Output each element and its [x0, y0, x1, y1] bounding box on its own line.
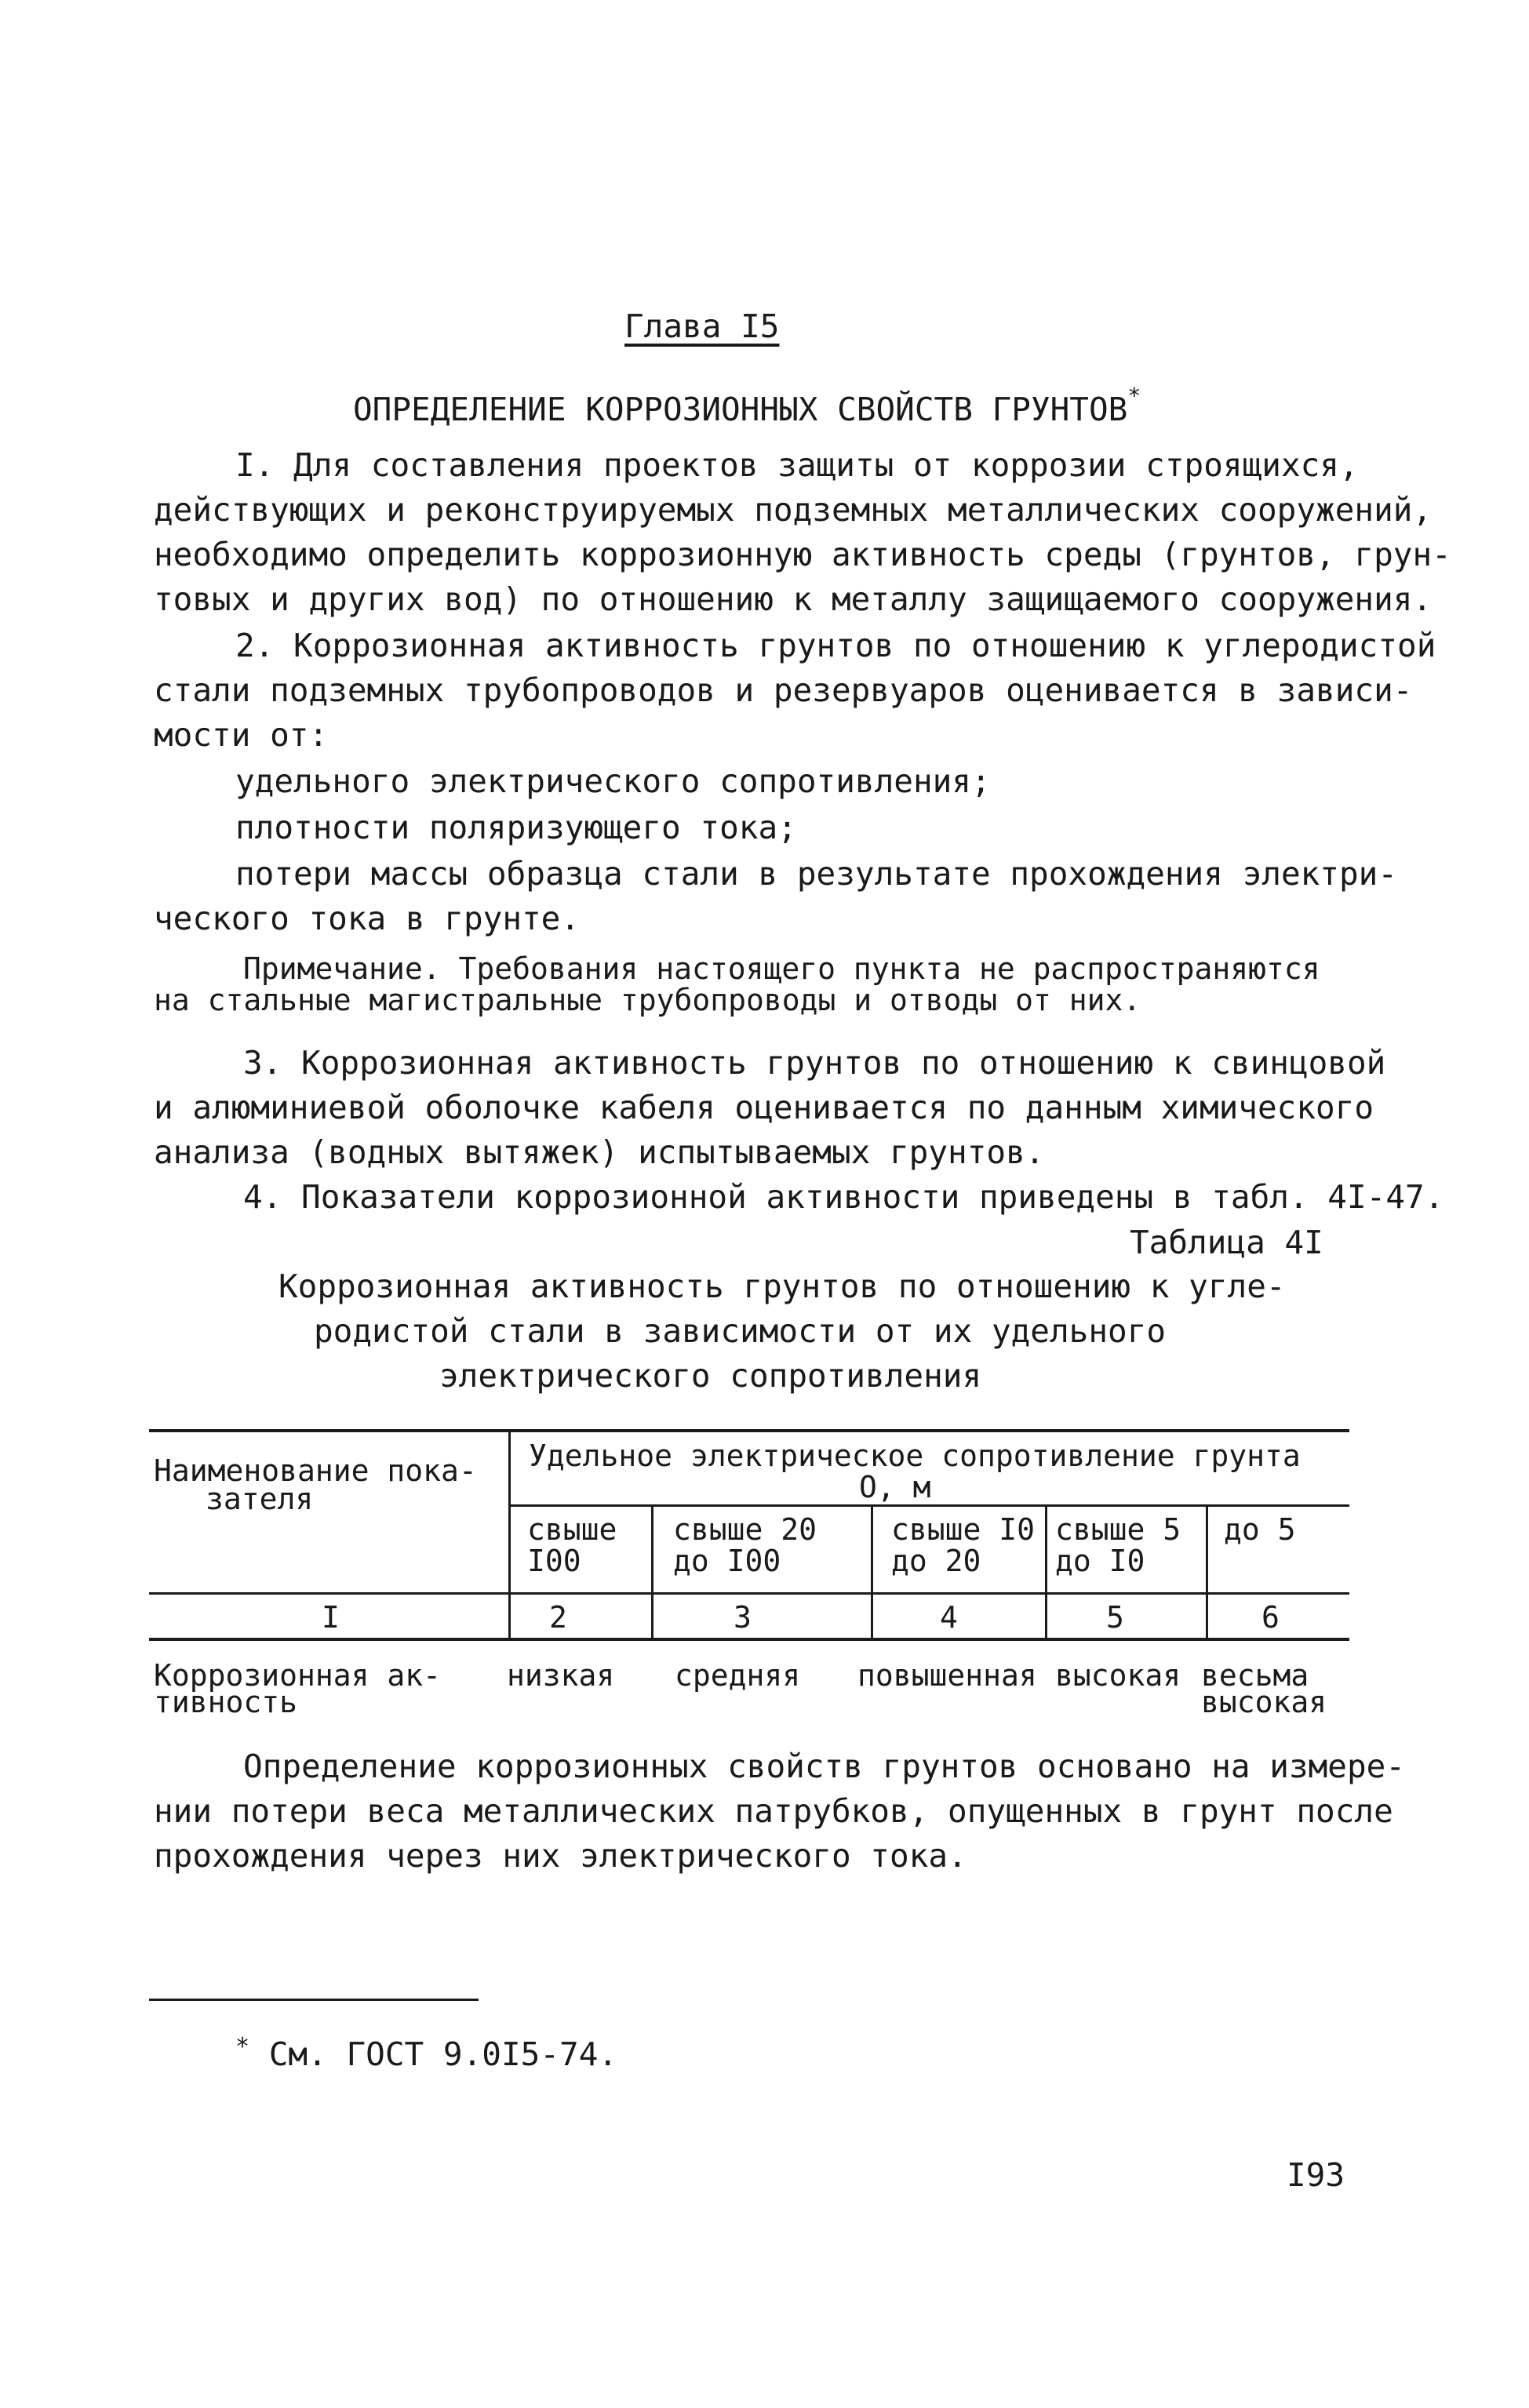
- para2-line: 2. Коррозионная активность грунтов по отношению к углеродистой: [235, 627, 1436, 664]
- table-column-number: I: [322, 1600, 340, 1635]
- table-top-rule: [149, 1429, 1349, 1432]
- table-cell: низкая: [507, 1658, 615, 1693]
- table-subheader: свыше 20: [673, 1512, 817, 1547]
- table-header-unit: О, м: [859, 1470, 931, 1504]
- table-caption-line: родистой стали в зависимости от их удельного: [314, 1312, 1167, 1350]
- para2-line: мости от:: [154, 716, 329, 754]
- section-title-text: ОПРЕДЕЛЕНИЕ КОРРОЗИОННЫХ СВОЙСТВ ГРУНТОВ: [353, 391, 1128, 428]
- footnote-text: См. ГОСТ 9.0I5-74.: [268, 2035, 618, 2073]
- list-item: ческого тока в грунте.: [154, 900, 581, 937]
- table-col-divider: [1045, 1504, 1047, 1641]
- para5-line: нии потери веса металлических патрубков, опущенных в грунт после: [154, 1792, 1393, 1830]
- note-line: Примечание. Требования настоящего пункта не распространяются: [243, 951, 1320, 986]
- table-cell: средняя: [675, 1658, 801, 1693]
- footnote: [235, 2025, 617, 2076]
- table-subheader: до 5: [1224, 1512, 1296, 1547]
- table-column-number: 6: [1261, 1600, 1280, 1635]
- table-caption-line: Коррозионная активность грунтов по отношению к угле-: [278, 1268, 1286, 1305]
- para5-line: прохождения через них электрического тока.: [154, 1837, 967, 1875]
- table-subheader-rule: [508, 1504, 1349, 1507]
- para3-line: 3. Коррозионная активность грунтов по отношению к свинцовой: [243, 1044, 1386, 1082]
- table-header-main: Удельное электрическое сопротивление грунта: [529, 1439, 1301, 1473]
- footnote-mark: *: [235, 2033, 250, 2061]
- table-cell: высокая: [1201, 1685, 1327, 1719]
- table-subheader: свыше 5: [1055, 1512, 1181, 1547]
- table-numbers-bottom-rule: [149, 1638, 1349, 1641]
- table-cell: повышенная: [857, 1658, 1037, 1693]
- table-header-left: Наименование пока-: [154, 1453, 477, 1488]
- page-number: I93: [1287, 2156, 1345, 2194]
- table-col-divider: [651, 1504, 653, 1641]
- table-col-divider: [1206, 1504, 1208, 1641]
- chapter-heading: Глава I5: [624, 307, 780, 345]
- table-subheader: до I00: [673, 1544, 781, 1578]
- table-subheader: свыше I0: [891, 1512, 1036, 1547]
- para5-line: Определение коррозионных свойств грунтов основано на измере-: [243, 1748, 1406, 1785]
- table-cell: весьма: [1201, 1658, 1309, 1693]
- list-item: потери массы образца стали в результате прохождения электри-: [235, 855, 1398, 893]
- table-row-label: Коррозионная ак-: [154, 1658, 442, 1693]
- para1-line: товых и других вод) по отношению к металлу защищаемого сооружения.: [154, 580, 1433, 618]
- note-line: на стальные магистральные трубопроводы и отводы от них.: [154, 983, 1141, 1017]
- section-title: [353, 383, 1141, 428]
- para2-line: стали подземных трубопроводов и резервуаров оценивается в зависи-: [154, 671, 1413, 709]
- table-column-number: 3: [734, 1600, 752, 1635]
- list-item: плотности поляризующего тока;: [235, 809, 797, 846]
- table-column-number: 2: [549, 1600, 567, 1635]
- table-label: Таблица 4I: [1130, 1224, 1323, 1261]
- para1-line: необходимо определить коррозионную активность среды (грунтов, грун-: [154, 536, 1451, 573]
- table-col-divider: [871, 1504, 873, 1641]
- table-subheader: до I0: [1055, 1544, 1145, 1578]
- table-header-bottom-rule: [149, 1592, 1349, 1595]
- list-item: удельного электрического сопротивления;: [235, 762, 991, 800]
- para4-line: 4. Показатели коррозионной активности приведены в табл. 4I-47.: [243, 1178, 1444, 1216]
- para3-line: и алюминиевой оболочке кабеля оценивается по данным химического: [154, 1089, 1374, 1126]
- para3-line: анализа (водных вытяжек) испытываемых грунтов.: [154, 1133, 1045, 1171]
- table-caption-line: электрического сопротивления: [439, 1357, 982, 1395]
- footnote-separator: [149, 1999, 479, 2001]
- title-footnote-mark: *: [1127, 383, 1141, 409]
- table-row-label: тивность: [154, 1685, 298, 1719]
- table-column-number: 4: [940, 1600, 958, 1635]
- table-subheader: свыше: [527, 1512, 617, 1547]
- table-cell: высокая: [1055, 1658, 1181, 1693]
- table-col-divider: [508, 1429, 511, 1641]
- para1-line: действующих и реконструируемых подземных металлических сооружений,: [154, 491, 1433, 529]
- table-subheader: I00: [527, 1544, 581, 1578]
- table-header-left: зателя: [206, 1482, 314, 1516]
- table-column-number: 5: [1106, 1600, 1124, 1635]
- para1-line: I. Для составления проектов защиты от коррозии строящихся,: [235, 446, 1359, 484]
- table-subheader: до 20: [891, 1544, 981, 1578]
